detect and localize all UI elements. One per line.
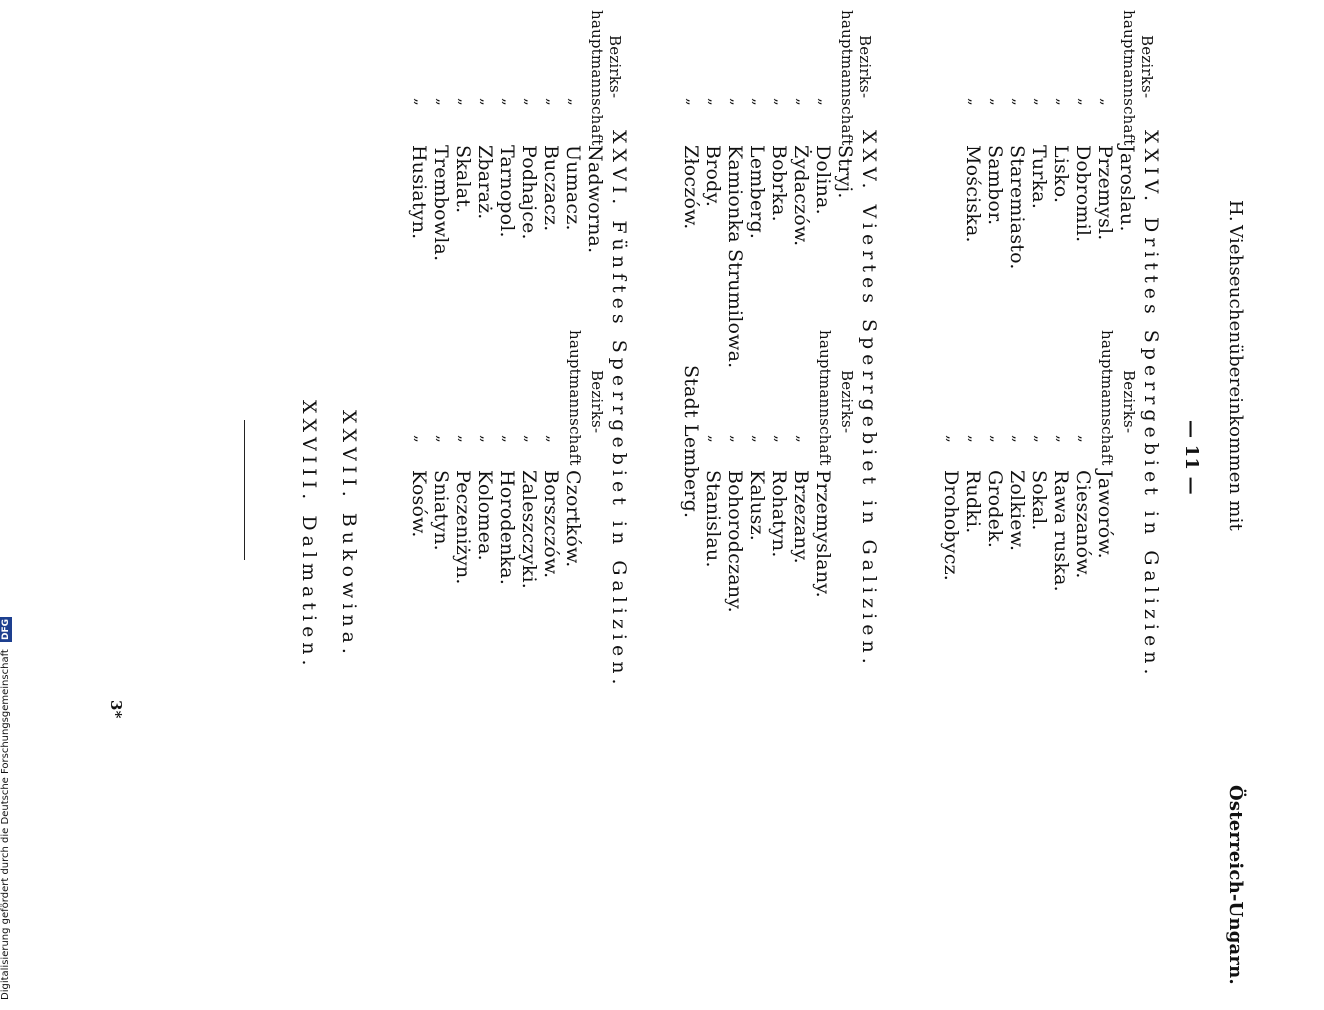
district-name: Czortków. <box>562 470 584 568</box>
column-heading-left: Bezirks- <box>856 35 874 99</box>
district-name: Buczacz. <box>540 145 562 232</box>
district-prefix: „ <box>706 435 724 443</box>
district-name: Rohatyn. <box>768 470 790 558</box>
district-prefix: „ <box>412 435 430 443</box>
district-name: Dobromil. <box>1072 145 1094 243</box>
district-name: Turka. <box>1028 145 1050 210</box>
district-name: Jaworów. <box>1094 470 1116 559</box>
column-heading-right: Bezirks- <box>838 370 856 434</box>
section-heading: XXVIII. Dalmatien. <box>298 400 320 671</box>
district-prefix: „ <box>522 435 540 443</box>
district-prefix: „ <box>478 98 496 106</box>
district-prefix: „ <box>728 435 746 443</box>
district-name: Przemysl. <box>1094 145 1116 241</box>
district-name: Bobrka. <box>768 145 790 222</box>
district-prefix: „ <box>566 98 584 106</box>
district-prefix: „ <box>750 98 768 106</box>
district-name: Sokal. <box>1028 470 1050 531</box>
district-prefix: „ <box>794 435 812 443</box>
district-name: Drohobycz. <box>940 470 962 582</box>
district-name: Nadworna. <box>584 145 606 254</box>
district-prefix: „ <box>772 435 790 443</box>
section-heading: XXV. Viertes Sperrgebiet in Galizien. <box>858 130 880 669</box>
district-name: Horodenka. <box>496 470 518 586</box>
district-prefix: „ <box>434 435 452 443</box>
district-prefix: „ <box>750 435 768 443</box>
district-name: Cieszanów. <box>1072 470 1094 579</box>
district-name: Zolkiew. <box>1006 470 1028 552</box>
district-name: Zaleszczyki. <box>518 470 540 590</box>
district-name: Kalusz. <box>746 470 768 542</box>
district-name: Rawa ruska. <box>1050 470 1072 592</box>
column-heading-left: Bezirks- <box>1138 35 1156 99</box>
district-name: Kolomea. <box>474 470 496 561</box>
district-prefix: „ <box>1032 98 1050 106</box>
district-name: Kosów. <box>408 470 430 538</box>
district-name: Przemyslany. <box>812 470 834 598</box>
district-prefix: „ <box>434 98 452 106</box>
column-heading-right: Bezirks- <box>1120 370 1138 434</box>
district-name: Lisko. <box>1050 145 1072 204</box>
district-prefix: hauptmannschaft <box>588 10 606 146</box>
district-name: Rudki. <box>962 470 984 534</box>
district-prefix: „ <box>1098 98 1116 106</box>
district-name: Bohorodczany. <box>724 470 746 613</box>
district-prefix: „ <box>706 98 724 106</box>
district-prefix: „ <box>794 98 812 106</box>
page-number: — 11 — <box>1181 420 1202 495</box>
district-name: Brody. <box>702 145 724 208</box>
district-name: Lemberg. <box>746 145 768 240</box>
district-prefix: hauptmannschaft <box>566 330 584 466</box>
district-prefix: hauptmannschaft <box>838 10 856 146</box>
dfg-logo: DFG <box>1 618 11 640</box>
district-prefix: „ <box>1054 435 1072 443</box>
district-name: Podhajce. <box>518 145 540 240</box>
district-prefix: „ <box>988 435 1006 443</box>
district-prefix: „ <box>456 435 474 443</box>
district-prefix: „ <box>500 98 518 106</box>
district-prefix: „ <box>1032 435 1050 443</box>
district-prefix: „ <box>456 98 474 106</box>
district-name: Brzezany. <box>790 470 812 564</box>
district-name: Zbaraż. <box>474 145 496 220</box>
district-name: Uumacz. <box>562 145 584 231</box>
district-prefix: hauptmannschaft <box>816 330 834 466</box>
district-prefix: „ <box>966 435 984 443</box>
district-name: Stryj. <box>834 145 856 199</box>
district-prefix: hauptmannschaft <box>1120 10 1138 146</box>
district-prefix: „ <box>478 435 496 443</box>
district-name: Złoczów. <box>680 145 702 230</box>
section-heading: XXIV. Drittes Sperrgebiet in Galizien. <box>1140 130 1162 680</box>
district-name: Jaroslau. <box>1116 145 1138 232</box>
district-name: Borszczów. <box>540 470 562 579</box>
district-prefix: hauptmannschaft <box>1098 330 1116 466</box>
signature-mark: 3* <box>107 700 125 719</box>
district-name: Skalat. <box>452 145 474 214</box>
district-name: Staremiasto. <box>1006 145 1028 270</box>
district-prefix: „ <box>772 98 790 106</box>
section-heading: XXVII. Bukowina. <box>338 410 360 659</box>
district-name: Husiatyn. <box>408 145 430 240</box>
header-center: Viehseuchenübereinkommen mit <box>1225 225 1246 531</box>
district-prefix: „ <box>1076 98 1094 106</box>
district-prefix: „ <box>544 98 562 106</box>
district-prefix: „ <box>1054 98 1072 106</box>
district-name: Stadt Lemberg. <box>680 365 702 519</box>
district-prefix: „ <box>544 435 562 443</box>
district-name: Tarnopol. <box>496 145 518 238</box>
rotated-print-page <box>50 10 1250 1010</box>
district-prefix: „ <box>988 98 1006 106</box>
district-prefix: „ <box>944 435 962 443</box>
district-name: Grodek. <box>984 470 1006 549</box>
district-name: Trembowla. <box>430 145 452 262</box>
district-name: Sambor. <box>984 145 1006 226</box>
section-heading: XXVI. Fünftes Sperrgebiet in Galizien. <box>608 130 630 690</box>
district-prefix: „ <box>684 98 702 106</box>
district-prefix: „ <box>522 98 540 106</box>
district-prefix: „ <box>966 98 984 106</box>
header-left: H. <box>1225 200 1246 222</box>
district-name: Kamionka Strumilowa. <box>724 145 746 369</box>
district-prefix: „ <box>816 98 834 106</box>
district-name: Sniatyn. <box>430 470 452 551</box>
end-rule <box>244 420 245 560</box>
header-right: Österreich-Ungarn. <box>1225 785 1246 985</box>
district-name: Mościska. <box>962 145 984 243</box>
district-prefix: „ <box>1010 435 1028 443</box>
district-prefix: „ <box>728 98 746 106</box>
footer-text: Digitalisierung gefördert durch die Deutsche Forschungsgemeinschaft <box>0 649 11 1000</box>
district-prefix: „ <box>1076 435 1094 443</box>
digitization-footer <box>0 0 20 1000</box>
column-heading-right: Bezirks- <box>588 370 606 434</box>
district-prefix: „ <box>1010 98 1028 106</box>
district-name: Żydaczów. <box>790 145 812 247</box>
district-prefix: „ <box>500 435 518 443</box>
district-prefix: „ <box>412 98 430 106</box>
district-name: Stanislau. <box>702 470 724 568</box>
district-name: Peczeniżyn. <box>452 470 474 585</box>
column-heading-left: Bezirks- <box>606 35 624 99</box>
district-name: Dolina. <box>812 145 834 215</box>
